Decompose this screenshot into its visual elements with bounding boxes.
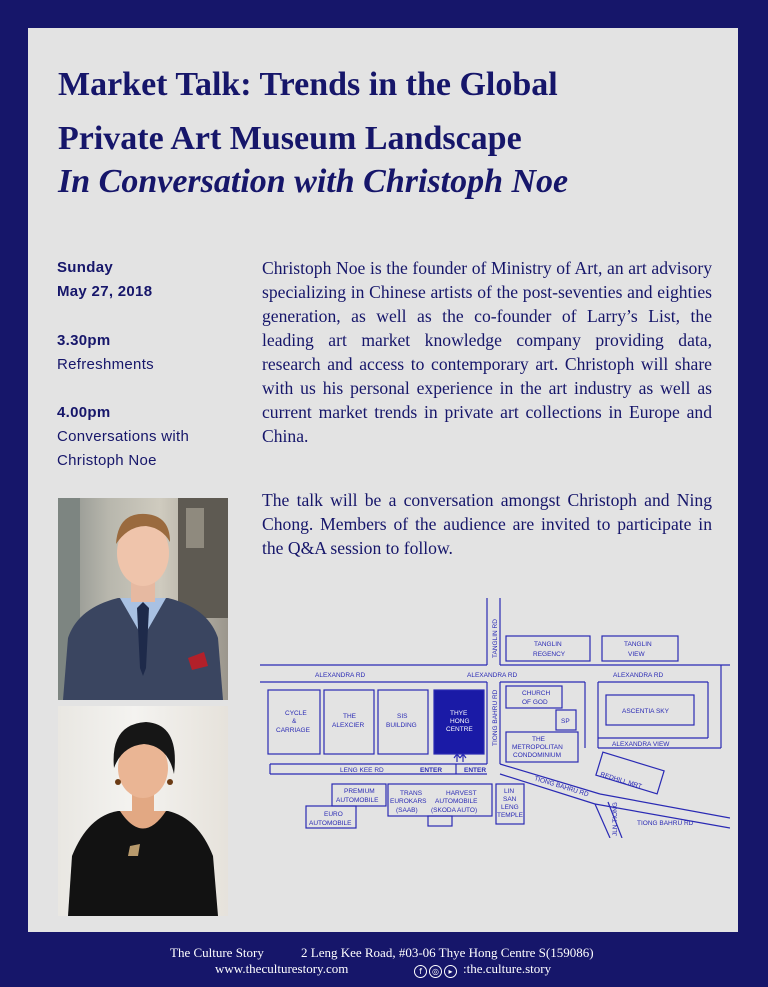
euro-line-2: AUTOMOBILE	[309, 820, 352, 827]
lin-line-1: LIN	[504, 788, 515, 795]
building-the-alexcier	[324, 690, 374, 754]
lin-line-4: TEMPLE	[497, 812, 524, 819]
cycle-line-1: CYCLE	[285, 710, 307, 717]
building-tanglin-view	[602, 636, 678, 661]
instagram-icon[interactable]: ◎	[429, 965, 442, 978]
tanglin-regency-line-1: TANGLIN	[534, 641, 562, 648]
facebook-icon[interactable]: f	[414, 965, 427, 978]
premium-line-2: AUTOMOBILE	[336, 797, 379, 804]
talk-paragraph: The talk will be a conversation amongst Christoph and Ning Chong. Members of the audience are invited to participate in the Q&A session to follow.	[262, 490, 712, 558]
thye-line-1: THYE	[450, 710, 468, 717]
metro-line-3: CONDOMINIUM	[513, 752, 562, 759]
speaker-photo-ning	[58, 706, 228, 916]
alexcier-line-2: ALEXCIER	[332, 722, 365, 729]
label-redhill-mrt: REDHILL MRT	[599, 771, 643, 791]
slot-1-time: 3.30pm	[57, 332, 111, 349]
footer-address: 2 Leng Kee Road, #03-06 Thye Hong Centre S(159086)	[301, 945, 594, 960]
slot-2-label-line-1: Conversations with	[57, 428, 190, 445]
harvest-line-2: AUTOMOBILE	[435, 798, 478, 805]
title-line-2: Private Art Museum Landscape	[58, 120, 522, 157]
sp-label: SP	[561, 718, 570, 725]
tanglin-regency-line-2: REGENCY	[533, 651, 566, 658]
tanglin-view-line-1: TANGLIN	[624, 641, 652, 648]
cycle-line-2: &	[292, 718, 297, 725]
building-ascentia-sky	[606, 695, 694, 725]
building-tanglin-regency	[506, 636, 590, 661]
page-subtitle: In Conversation with Christoph Noe	[58, 163, 569, 200]
premium-line-1: PREMIUM	[344, 788, 375, 795]
enter-label-left: ENTER	[420, 767, 443, 774]
enter-label-right: ENTER	[464, 767, 487, 774]
building-lin-san-leng-temple	[496, 784, 524, 824]
label-alexandra-rd-mid: ALEXANDRA RD	[467, 672, 518, 679]
schedule-day: Sunday	[57, 259, 113, 276]
alexcier-line-1: THE	[343, 713, 356, 720]
trans-line-1: TRANS	[400, 790, 423, 797]
youtube-icon[interactable]: ▸	[444, 965, 457, 978]
trans-line-3: (SAAB)	[396, 807, 418, 814]
speaker-photo-christoph-art	[58, 498, 228, 700]
schedule-date	[57, 256, 247, 304]
page-title	[58, 58, 718, 166]
tanglin-road	[487, 598, 500, 665]
footer-website-link[interactable]: www.theculturestory.com	[215, 961, 349, 976]
leng-kee-road	[270, 764, 487, 774]
label-tiong-bahru-rd-diagonal: TIONG BAHRU RD	[533, 775, 590, 799]
building-metropolitan	[506, 732, 578, 762]
label-tanglin-rd: TANGLIN RD	[492, 619, 499, 658]
sis-line-1: SIS	[397, 713, 408, 720]
footer-social	[414, 961, 551, 978]
slot-2-label-line-2: Christoph Noe	[57, 452, 157, 469]
lin-line-2: SAN	[503, 796, 517, 803]
cycle-line-3: CARRIAGE	[276, 727, 310, 734]
building-cycle-carriage	[268, 690, 320, 754]
metro-line-1: THE	[532, 736, 545, 743]
label-alexandra-rd-right: ALEXANDRA RD	[613, 672, 664, 679]
tiong-bahru-road-diagonal	[500, 752, 730, 838]
thye-line-2: HONG	[450, 718, 470, 725]
ascentia-label: ASCENTIA SKY	[622, 708, 669, 715]
harvest-line-1: HARVEST	[446, 790, 477, 797]
schedule-slot-2	[57, 401, 247, 473]
euro-line-1: EURO	[324, 811, 343, 818]
church-line-1: CHURCH	[522, 690, 551, 697]
building-church-of-god	[506, 686, 562, 708]
building-premium-automobile	[332, 784, 386, 806]
schedule-date-text: May 27, 2018	[57, 283, 153, 300]
church-line-2: OF GOD	[522, 699, 548, 706]
metro-line-2: METROPOLITAN	[512, 744, 563, 751]
building-sis	[378, 690, 428, 754]
trans-line-2: EUROKARS	[390, 798, 427, 805]
building-trans-harvest	[388, 784, 492, 826]
label-tiong-bahru-rd-vertical: TIONG BAHRU RD	[492, 689, 499, 746]
speaker-photo-ning-art	[58, 706, 228, 916]
label-tiong-bahru-rd-right: TIONG BAHRU RD	[637, 820, 694, 827]
label-alexandra-rd-left: ALEXANDRA RD	[315, 672, 366, 679]
location-map	[260, 598, 730, 838]
footer-org: The Culture Story	[170, 945, 264, 960]
harvest-line-3: (SKODA AUTO)	[431, 807, 478, 814]
building-thye-hong-centre	[434, 690, 484, 754]
building-sp	[556, 710, 576, 730]
building-euro-automobile	[306, 806, 356, 828]
thye-line-3: CENTRE	[446, 726, 473, 733]
tanglin-view-line-2: VIEW	[628, 651, 645, 658]
speaker-photo-christoph	[58, 498, 228, 700]
sis-line-2: BUILDING	[386, 722, 417, 729]
footer-social-handle[interactable]: :the.culture.story	[463, 961, 552, 976]
lin-line-3: LENG	[501, 804, 519, 811]
label-jln-tiong: JLN TIONG	[612, 802, 619, 836]
title-line-1: Market Talk: Trends in the Global	[58, 66, 558, 103]
label-alexandra-view: ALEXANDRA VIEW	[612, 741, 670, 748]
slot-1-label: Refreshments	[57, 356, 154, 373]
schedule-slot-1	[57, 329, 247, 377]
label-leng-kee-rd: LENG KEE RD	[340, 767, 384, 774]
tiong-bahru-road-vertical	[487, 682, 500, 764]
bio-paragraph: Christoph Noe is the founder of Ministry of Art, an art advisory specializing in Chinese artists of the post-seventies and eighties generation, as well as the co-founder of Larry’s List, the leading art market knowledge company providing data, research and access to contemporary art. Christoph will share with us his personal experience in the art industry as well as current market trends in private art collections in Europe and China.	[262, 258, 712, 446]
slot-2-time: 4.00pm	[57, 404, 111, 421]
